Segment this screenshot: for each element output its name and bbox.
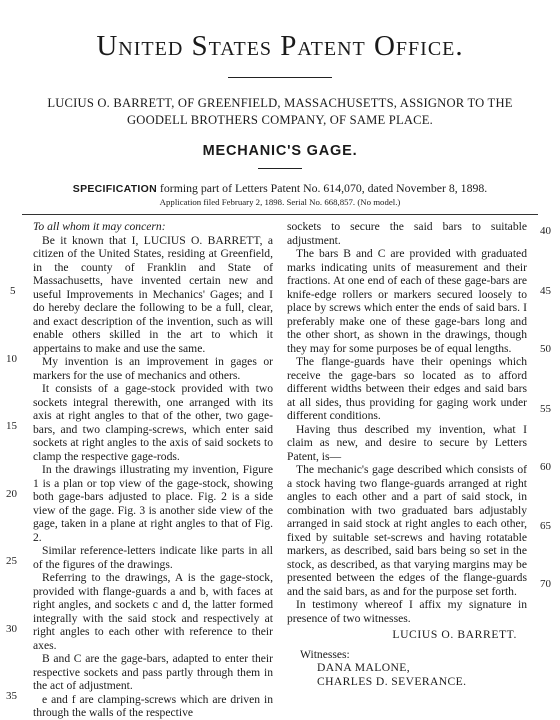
line-number: 50: [540, 343, 551, 355]
right-column: [287, 220, 527, 688]
witness-name: CHARLES D. SEVERANCE.: [317, 674, 467, 688]
line-number: 5: [10, 285, 16, 297]
parties-line-1: LUCIUS O. BARRETT, OF GREENFIELD, MASSACHUSETTS, ASSIGNOR TO THE: [47, 96, 513, 110]
line-number: 40: [540, 225, 551, 237]
title-rule: [228, 77, 332, 78]
specification-line: [0, 181, 560, 196]
header-divider: [22, 214, 538, 215]
parties-line-2: GOODELL BROTHERS COMPANY, OF SAME PLACE.: [127, 113, 433, 127]
paragraph: Having thus described my invention, what I claim as new, and desire to secure by Letters Patent, is—: [287, 422, 527, 463]
parties-block: [18, 95, 542, 129]
paragraph: In testimony whereof I affix my signature in presence of two witnesses.: [287, 598, 527, 625]
paragraph: sockets to secure the said bars to suitable adjustment.: [287, 220, 527, 247]
paragraph: Similar reference-letters indicate like parts in all of the figures of the drawings.: [33, 544, 273, 571]
paragraph: Referring to the drawings, A is the gage-stock, provided with flange-guards a and b, with faces at right angles, and sockets c and d, the latter formed integrally with the said stock and respectively at right angles to each other with reference to their axes.: [33, 571, 273, 652]
line-number: 15: [6, 420, 17, 432]
line-number: 45: [540, 285, 551, 297]
paragraph: The flange-guards have their openings which receive the gage-bars so located as to afford different widths between their edges and said bars at all sides, thus providing for gaging work under different conditions.: [287, 355, 527, 422]
line-number: 20: [6, 488, 17, 500]
application-line: Application filed February 2, 1898. Serial No. 668,857. (No model.): [159, 197, 401, 207]
paragraph: It consists of a gage-stock provided with two sockets integral therewith, one arranged with its axis at right angles to that of the other, two gage-bars, and two clamping-screws, which enter said sockets at right angles to the axis of said sockets to clamp the respective gage-rods.: [33, 382, 273, 463]
left-column: [33, 220, 273, 720]
paragraph: In the drawings illustrating my invention, Figure 1 is a plan or top view of the gage-stock, showing both gage-bars adjusted to place. Fig. 2 is a side view of the gage. Fig. 3 is another side view of the gage, taken in a plane at right angles to that of Fig. 2.: [33, 463, 273, 544]
salutation: To all whom it may concern:: [33, 220, 166, 233]
line-number: 25: [6, 555, 17, 567]
line-number: 55: [540, 403, 551, 415]
witnesses-label: Witnesses:: [300, 647, 350, 661]
specification-text: forming part of Letters Patent No. 614,070, dated November 8, 1898.: [156, 181, 488, 195]
paragraph: e and f are clamping-screws which are driven in through the walls of the respective: [33, 692, 273, 719]
claim: The mechanic's gage described which consists of a stock having two flange-guards arranged at right angles to each other and a part of said stock, in combination with two graduated bars adjustably arranged in said stock at right angles to each other, fixed by suitable set-screws and having rotatable markers, as described, said bars being so set in the stock, as described, as that varying margins may be presented between the edges of the flange-guards and the said bars, as and for the purpose set forth.: [287, 463, 527, 598]
witness-name: DANA MALONE,: [317, 661, 411, 674]
office-title: United States Patent Office.: [96, 30, 464, 62]
line-number: 10: [6, 353, 17, 365]
inventor-signature: LUCIUS O. BARRETT.: [392, 628, 517, 641]
paragraph: My invention is an improvement in gages or markers for the use of mechanics and others.: [33, 355, 273, 382]
paragraph: B and C are the gage-bars, adapted to enter their respective sockets and pass partly through them in the act of adjustment.: [33, 652, 273, 692]
invention-rule: [258, 168, 302, 169]
invention-title: MECHANIC'S GAGE.: [202, 143, 358, 159]
line-number: 60: [540, 461, 551, 473]
paragraph: The bars B and C are provided with graduated marks indicating units of measurement and their fractions. At one end of each of these gage-bars are knife-edge rollers or markers secured loosely to place by screws which enter the ends of said bars. I preferably make one of these gage-bars long and the other short, as shown in the drawings, though they may for some purposes be of equal lengths.: [287, 247, 527, 355]
paragraph: Be it known that I, LUCIUS O. BARRETT, a citizen of the United States, residing at Greenfield, in the county of Franklin and State of Massachusetts, have invented certain new and useful Improvements in Mechanics' Gages; and I do hereby declare the following to be a full, clear, and exact description of the invention, such as will enable others skilled in the art to which it appertains to make and use the same.: [33, 233, 273, 355]
line-number: 30: [6, 623, 17, 635]
specification-label: SPECIFICATION: [72, 183, 157, 195]
line-number: 65: [540, 520, 551, 532]
line-number: 35: [6, 690, 17, 702]
line-number: 70: [540, 578, 551, 590]
